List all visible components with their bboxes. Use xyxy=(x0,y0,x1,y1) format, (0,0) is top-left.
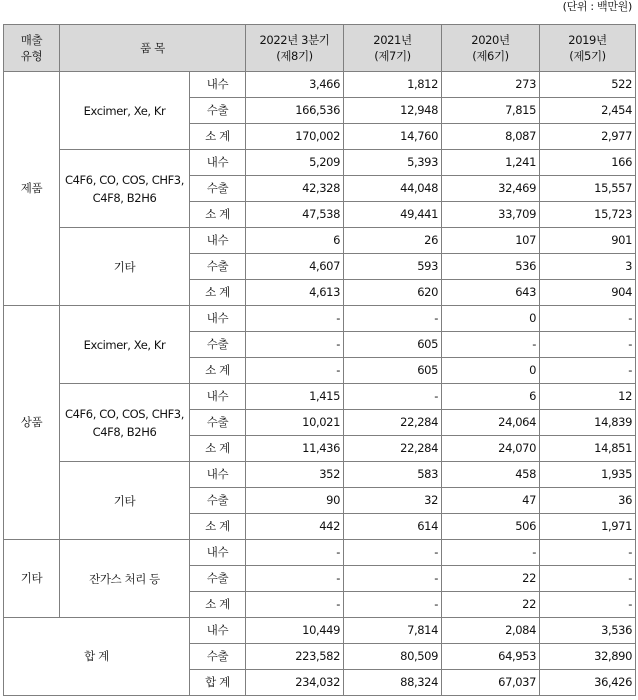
value-cell: 904 xyxy=(540,280,636,306)
value-cell: 33,709 xyxy=(442,202,540,228)
value-cell: 583 xyxy=(344,462,442,488)
value-cell: 605 xyxy=(344,332,442,358)
value-cell: 223,582 xyxy=(246,644,344,670)
sub-label-cell: 내수 xyxy=(190,384,246,410)
value-cell: 234,032 xyxy=(246,670,344,696)
value-cell: 352 xyxy=(246,462,344,488)
unit-label: (단위 : 백만원) xyxy=(562,0,632,13)
sub-label-cell: 소 계 xyxy=(190,280,246,306)
value-cell: 3,536 xyxy=(540,618,636,644)
value-cell: 12,948 xyxy=(344,98,442,124)
item-cell: C4F6, CO, COS, CHF3, C4F8, B2H6 xyxy=(60,384,190,462)
item-cell: Excimer, Xe, Kr xyxy=(60,72,190,150)
value-cell: 614 xyxy=(344,514,442,540)
value-cell: - xyxy=(344,384,442,410)
value-cell: 36,426 xyxy=(540,670,636,696)
value-cell: 11,436 xyxy=(246,436,344,462)
value-cell: 42,328 xyxy=(246,176,344,202)
table-row xyxy=(4,618,636,644)
sub-label-cell: 소 계 xyxy=(190,358,246,384)
sub-label-cell: 수출 xyxy=(190,566,246,592)
table-row xyxy=(4,228,636,254)
value-cell: - xyxy=(344,592,442,618)
value-cell: 1,415 xyxy=(246,384,344,410)
sub-label-cell: 내수 xyxy=(190,228,246,254)
table-row xyxy=(4,462,636,488)
value-cell: 2,454 xyxy=(540,98,636,124)
sales-type-cell: 제품 xyxy=(4,72,60,306)
value-cell: 24,064 xyxy=(442,410,540,436)
value-cell: - xyxy=(442,540,540,566)
value-cell: 8,087 xyxy=(442,124,540,150)
value-cell: 14,839 xyxy=(540,410,636,436)
value-cell: - xyxy=(344,306,442,332)
value-cell: 3,466 xyxy=(246,72,344,98)
value-cell: 14,760 xyxy=(344,124,442,150)
value-cell: 5,393 xyxy=(344,150,442,176)
item-cell: 잔가스 처리 등 xyxy=(60,540,190,618)
value-cell: - xyxy=(540,540,636,566)
value-cell: 522 xyxy=(540,72,636,98)
value-cell: 22,284 xyxy=(344,410,442,436)
table-row xyxy=(4,150,636,176)
sub-label-cell: 소 계 xyxy=(190,202,246,228)
value-cell: 15,723 xyxy=(540,202,636,228)
value-cell: - xyxy=(246,358,344,384)
sub-label-cell: 수출 xyxy=(190,176,246,202)
value-cell: 166,536 xyxy=(246,98,344,124)
sub-label-cell: 수출 xyxy=(190,332,246,358)
sub-label-cell: 소 계 xyxy=(190,514,246,540)
value-cell: 4,613 xyxy=(246,280,344,306)
sub-label-cell: 내수 xyxy=(190,462,246,488)
sales-type-cell: 상품 xyxy=(4,306,60,540)
header-item: 품 목 xyxy=(60,25,246,72)
value-cell: 26 xyxy=(344,228,442,254)
sub-label-cell: 내수 xyxy=(190,618,246,644)
value-cell: 47,538 xyxy=(246,202,344,228)
sub-label-cell: 수출 xyxy=(190,488,246,514)
value-cell: 24,070 xyxy=(442,436,540,462)
value-cell: 80,509 xyxy=(344,644,442,670)
total-label-cell: 합 계 xyxy=(4,618,190,696)
value-cell: - xyxy=(540,358,636,384)
value-cell: - xyxy=(246,306,344,332)
value-cell: 3 xyxy=(540,254,636,280)
value-cell: 1,971 xyxy=(540,514,636,540)
value-cell: 14,851 xyxy=(540,436,636,462)
header-period: 2020년 (제6기) xyxy=(442,25,540,72)
sub-label-cell: 소 계 xyxy=(190,436,246,462)
sub-label-cell: 내수 xyxy=(190,540,246,566)
value-cell: 6 xyxy=(246,228,344,254)
value-cell: - xyxy=(540,566,636,592)
value-cell: 170,002 xyxy=(246,124,344,150)
table-row xyxy=(4,540,636,566)
value-cell: 15,557 xyxy=(540,176,636,202)
header-period: 2021년 (제7기) xyxy=(344,25,442,72)
sub-label-cell: 내수 xyxy=(190,72,246,98)
header-period: 2022년 3분기 (제8기) xyxy=(246,25,344,72)
sub-label-cell: 내수 xyxy=(190,150,246,176)
value-cell: - xyxy=(442,332,540,358)
value-cell: 0 xyxy=(442,358,540,384)
sub-label-cell: 합 계 xyxy=(190,670,246,696)
value-cell: 67,037 xyxy=(442,670,540,696)
value-cell: 90 xyxy=(246,488,344,514)
value-cell: 1,241 xyxy=(442,150,540,176)
value-cell: 7,814 xyxy=(344,618,442,644)
value-cell: 2,977 xyxy=(540,124,636,150)
value-cell: - xyxy=(246,540,344,566)
value-cell: 643 xyxy=(442,280,540,306)
sub-label-cell: 수출 xyxy=(190,644,246,670)
item-cell: Excimer, Xe, Kr xyxy=(60,306,190,384)
value-cell: 536 xyxy=(442,254,540,280)
header-sales-type: 매출 유형 xyxy=(4,25,60,72)
value-cell: 5,209 xyxy=(246,150,344,176)
value-cell: 32 xyxy=(344,488,442,514)
value-cell: 2,084 xyxy=(442,618,540,644)
item-cell: C4F6, CO, COS, CHF3, C4F8, B2H6 xyxy=(60,150,190,228)
value-cell: 593 xyxy=(344,254,442,280)
value-cell: 458 xyxy=(442,462,540,488)
value-cell: 620 xyxy=(344,280,442,306)
sub-label-cell: 수출 xyxy=(190,254,246,280)
value-cell: 22 xyxy=(442,592,540,618)
value-cell: 49,441 xyxy=(344,202,442,228)
table-row xyxy=(4,72,636,98)
value-cell: 1,935 xyxy=(540,462,636,488)
value-cell: 605 xyxy=(344,358,442,384)
value-cell: - xyxy=(540,306,636,332)
value-cell: 166 xyxy=(540,150,636,176)
value-cell: - xyxy=(344,566,442,592)
value-cell: 7,815 xyxy=(442,98,540,124)
sub-label-cell: 수출 xyxy=(190,410,246,436)
value-cell: 32,890 xyxy=(540,644,636,670)
value-cell: - xyxy=(540,332,636,358)
item-cell: 기타 xyxy=(60,462,190,540)
value-cell: 44,048 xyxy=(344,176,442,202)
value-cell: 107 xyxy=(442,228,540,254)
value-cell: 442 xyxy=(246,514,344,540)
value-cell: - xyxy=(246,592,344,618)
header-row xyxy=(4,25,636,72)
value-cell: 22 xyxy=(442,566,540,592)
sales-table xyxy=(3,24,636,696)
table-row xyxy=(4,384,636,410)
value-cell: - xyxy=(540,592,636,618)
value-cell: 22,284 xyxy=(344,436,442,462)
sub-label-cell: 소 계 xyxy=(190,124,246,150)
value-cell: 47 xyxy=(442,488,540,514)
value-cell: 64,953 xyxy=(442,644,540,670)
value-cell: 6 xyxy=(442,384,540,410)
value-cell: 10,449 xyxy=(246,618,344,644)
value-cell: 12 xyxy=(540,384,636,410)
value-cell: 4,607 xyxy=(246,254,344,280)
value-cell: 36 xyxy=(540,488,636,514)
value-cell: 32,469 xyxy=(442,176,540,202)
header-period: 2019년 (제5기) xyxy=(540,25,636,72)
table-row xyxy=(4,306,636,332)
value-cell: 506 xyxy=(442,514,540,540)
value-cell: 10,021 xyxy=(246,410,344,436)
sub-label-cell: 소 계 xyxy=(190,592,246,618)
sub-label-cell: 내수 xyxy=(190,306,246,332)
value-cell: 88,324 xyxy=(344,670,442,696)
item-cell: 기타 xyxy=(60,228,190,306)
sales-type-cell: 기타 xyxy=(4,540,60,618)
value-cell: 1,812 xyxy=(344,72,442,98)
value-cell: - xyxy=(246,566,344,592)
value-cell: 273 xyxy=(442,72,540,98)
value-cell: - xyxy=(344,540,442,566)
sub-label-cell: 수출 xyxy=(190,98,246,124)
value-cell: 901 xyxy=(540,228,636,254)
value-cell: 0 xyxy=(442,306,540,332)
value-cell: - xyxy=(246,332,344,358)
